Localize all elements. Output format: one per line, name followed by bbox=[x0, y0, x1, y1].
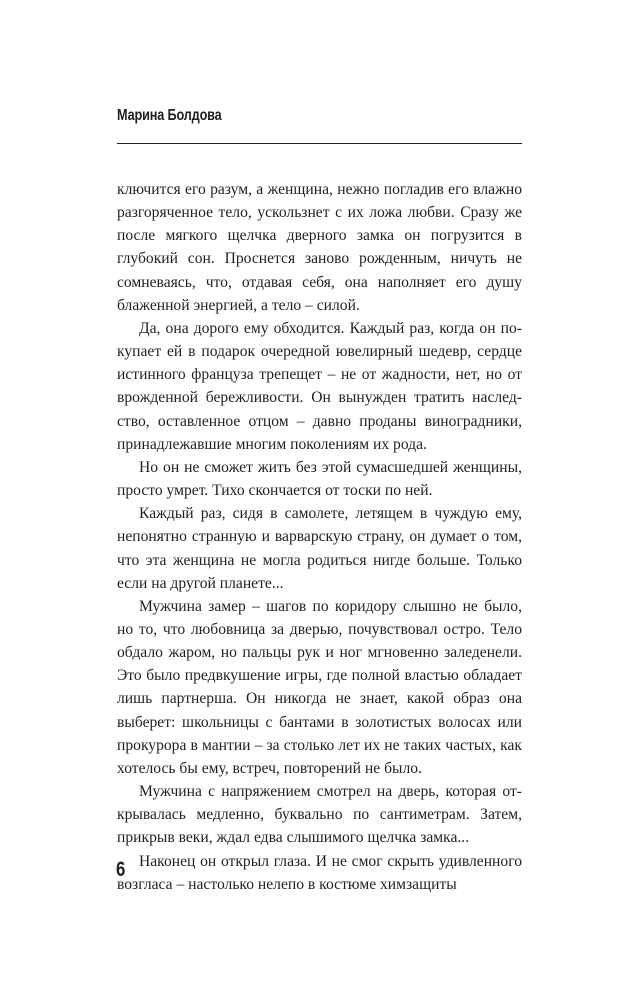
page-number: 6 bbox=[116, 858, 126, 881]
paragraph: Наконец он открыл глаза. И не смог скрыть удивленного возгласа – настолько нелепо в костюме химзащиты bbox=[117, 852, 522, 893]
paragraph: ключится его разум, а женщина, нежно погладив его влажно разгоряченное тело, ускользнет с их ложа любви. Сразу же после мягкого щелчка дверного замка он погрузится в глубокий сон. Проснется заново рожденным, ничуть не сомневаясь, что, отдавая себя, она наполняет его душу блаженной энергией, а тело – силой. bbox=[117, 181, 522, 314]
paragraph: Но он не сможет жить без этой сумасшедшей женщины, просто умрет. Тихо скончается от тоски по ней. bbox=[117, 458, 522, 500]
paragraph: Мужчина с напряжением смотрел на дверь, которая открывалась медленно, буквально по сантиметрам. Затем, прикрыв веки, ждал едва слышимого щелчка замка... bbox=[117, 783, 522, 847]
body-text bbox=[117, 178, 522, 896]
paragraph: Каждый раз, сидя в самолете, летящем в чуждую ему, непонятно странную и варварскую страну, он думает о том, что эта женщина не могла родиться нигде больше. Только если на другой планете... bbox=[117, 505, 522, 592]
paragraph: Мужчина замер – шагов по коридору слышно не было, но то, что любовница за дверью, почувствовал остро. Тело обдало жаром, но пальцы рук и ног мгновенно заледенели. Это было предвкушение игры, где полной властью обладает лишь партнерша. Он никогда не знает, какой образ она выберет: школьницы с бантами в золотистых волосах или прокурора в мантии – за столько лет их не таких частых, как хотелось бы ему, встреч, повторений не было. bbox=[117, 597, 522, 777]
header-rule bbox=[117, 143, 522, 144]
running-head-author: Марина Болдова bbox=[117, 107, 222, 124]
paragraph: Да, она дорого ему обходится. Каждый раз, когда он покупает ей в подарок очередной ювелирный шедевр, сердце истинного француза трепещет – не от жадности, нет, но от врожденной бережливости. Он вынужден тратить наследство, оставленное отцом – давно проданы виноградники, принадлежавшие многим поколениям их рода. bbox=[117, 319, 522, 453]
